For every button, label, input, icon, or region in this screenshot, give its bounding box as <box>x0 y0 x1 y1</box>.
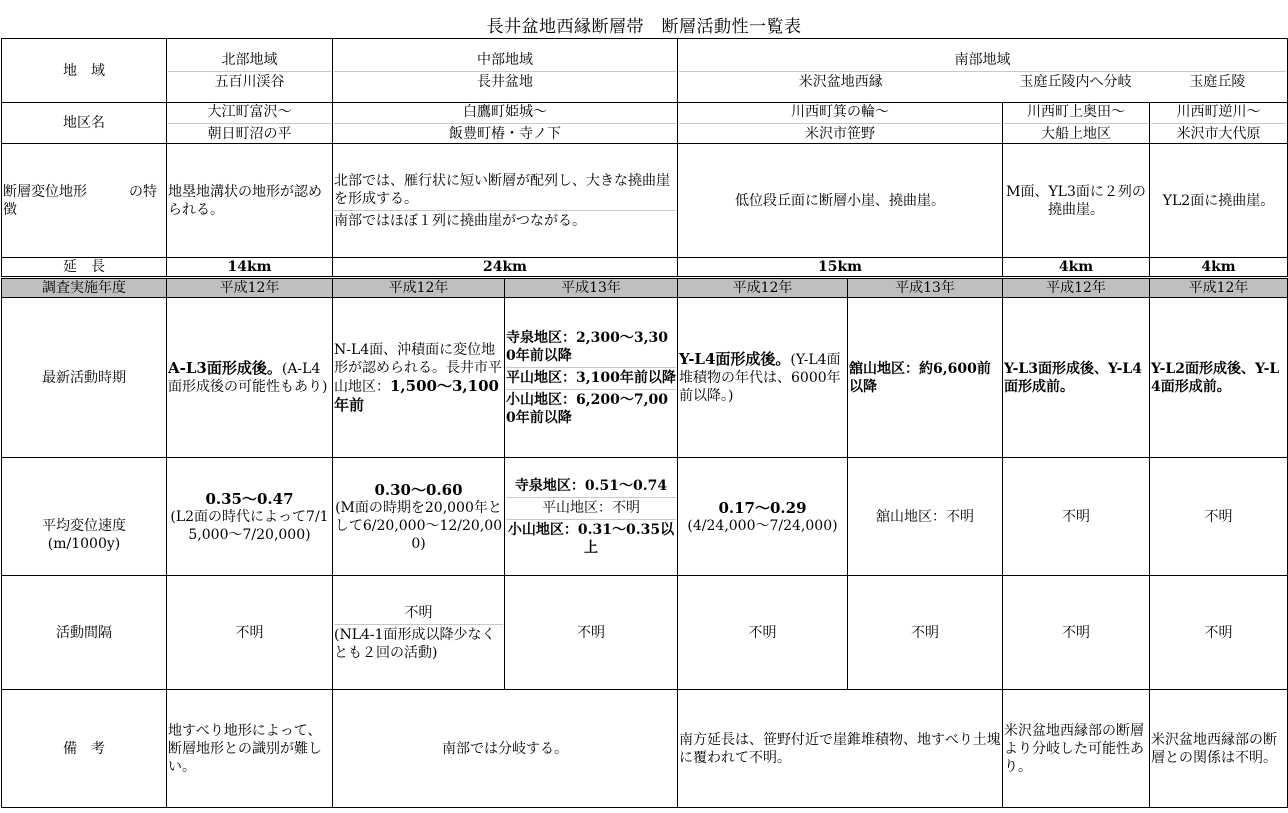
feature-row <box>2 144 1288 258</box>
region-north-sub: 五百川渓谷 <box>168 71 331 91</box>
region-south-subs <box>679 71 1286 91</box>
feature-central-1: 北部では、雁行状に短い断層が配列し、大きな撓曲崖を形成する。 <box>334 172 670 207</box>
region-central-name: 中部地域 <box>477 51 533 68</box>
district-south-a-l2: 米沢市笹野 <box>679 123 1001 143</box>
length-north: 14km <box>167 258 333 278</box>
district-central-l2: 飯豊町椿・寺ノ下 <box>334 123 676 143</box>
district-central <box>333 103 678 144</box>
district-south-c <box>1150 103 1288 144</box>
region-south-name: 南部地域 <box>954 51 1011 68</box>
survey-row <box>2 278 1288 298</box>
district-south-a-l1: 川西町箕の輪～ <box>791 104 889 120</box>
interval-central-1-note: (NL4-1面形成以降少なくとも２回の活動) <box>334 624 503 662</box>
rate-central-2-c: 小山地区：0.31～0.35以上 <box>506 519 676 557</box>
region-row <box>2 39 1288 103</box>
latest-south-a2: 舘山地区：約6,600前以降 <box>848 298 1003 458</box>
interval-north: 不明 <box>167 576 333 690</box>
rate-north <box>167 458 333 576</box>
region-north-name: 北部地域 <box>221 51 278 68</box>
interval-central-1 <box>333 576 505 690</box>
feature-south-a: 低位段丘面に断層小崖、撓曲崖。 <box>678 144 1003 258</box>
feature-south-c: YL2面に撓曲崖。 <box>1150 144 1288 258</box>
region-south-sub-c: 玉庭丘陵 <box>1189 73 1246 90</box>
survey-south-a1: 平成12年 <box>678 278 848 298</box>
district-north-l1: 大江町富沢～ <box>207 104 292 120</box>
district-south-c-l2: 米沢市大代原 <box>1151 123 1286 143</box>
district-south-b-l1: 川西町上奥田～ <box>1027 104 1125 120</box>
rate-central-1-note: (M面の時期を20,000年として6/20,000～12/20,000) <box>334 499 503 552</box>
district-label: 地区名 <box>2 103 167 144</box>
interval-row <box>2 576 1288 690</box>
latest-south-b: Y-L3面形成後、Y-L4面形成前。 <box>1003 298 1150 458</box>
interval-south-b: 不明 <box>1003 576 1150 690</box>
notes-row <box>2 690 1288 808</box>
latest-north-note: (A-L4面形成後の可能性もあり) <box>168 361 328 395</box>
latest-south-a1 <box>678 298 848 458</box>
interval-south-a2: 不明 <box>848 576 1003 690</box>
feature-central-2: 南部ではほぼ１列に撓曲崖がつながる。 <box>334 210 676 230</box>
latest-south-a1-bold: Y-L4面形成後。 <box>679 350 791 368</box>
rate-central-2 <box>505 458 678 576</box>
rate-label: 平均変位速度 <box>42 517 126 534</box>
district-south-c-l1: 川西町逆川～ <box>1176 104 1261 120</box>
latest-central-2 <box>505 298 678 458</box>
notes-central: 南部では分岐する。 <box>333 690 678 808</box>
survey-label: 調査実施年度 <box>2 278 167 298</box>
feature-central <box>333 144 678 258</box>
feature-north: 地塁地溝状の地形が認められる。 <box>167 144 333 258</box>
latest-north-bold: A-L3面形成後。 <box>168 359 282 377</box>
rate-south-a1 <box>678 458 848 576</box>
latest-central-1-bold: 1,500～3,100年前 <box>334 376 499 414</box>
notes-label: 備 考 <box>2 690 167 808</box>
rate-central-1 <box>333 458 505 576</box>
latest-row <box>2 298 1288 458</box>
district-row <box>2 103 1288 144</box>
rate-label-cell <box>2 458 167 576</box>
rate-central-2-b: 平山地区：不明 <box>506 497 676 517</box>
feature-label: 断層変位地形 の特徴 <box>2 144 167 258</box>
length-central: 24km <box>333 258 678 278</box>
fault-activity-table <box>1 38 1288 808</box>
region-label: 地 域 <box>2 39 167 103</box>
district-central-l1: 白鷹町姫城～ <box>463 104 547 120</box>
latest-north <box>167 298 333 458</box>
length-label: 延 長 <box>2 258 167 278</box>
latest-south-c: Y-L2面形成後、Y-L4面形成前。 <box>1150 298 1288 458</box>
notes-south-b: 米沢盆地西縁部の断層より分岐した可能性あり。 <box>1003 690 1150 808</box>
region-south-sub-a: 米沢盆地西縁 <box>798 73 883 90</box>
rate-south-a1-value: 0.17～0.29 <box>718 498 807 517</box>
interval-south-a1: 不明 <box>678 576 848 690</box>
rate-south-b: 不明 <box>1003 458 1150 576</box>
latest-central-1-note: N-L4面、沖積面に変位地形が認められる。長井市平山地区： <box>334 341 502 395</box>
interval-central-1-value: 不明 <box>404 604 433 621</box>
rate-south-a2: 舘山地区：不明 <box>848 458 1003 576</box>
rate-central-2-a: 寺泉地区：0.51～0.74 <box>514 477 668 494</box>
survey-south-c: 平成12年 <box>1150 278 1288 298</box>
latest-south-a1-note: (Y-L4面堆積物の年代は、6000年前以降。) <box>679 352 841 404</box>
length-south-a: 15km <box>678 258 1003 278</box>
latest-central-2-b: 平山地区：3,100年前以降 <box>506 367 676 387</box>
survey-central-1: 平成12年 <box>333 278 505 298</box>
rate-row <box>2 458 1288 576</box>
rate-unit: (m/1000y) <box>47 535 121 552</box>
notes-south-a: 南方延長は、笹野付近で崖錐堆積物、地すべり土塊に覆われて不明。 <box>678 690 1003 808</box>
length-row <box>2 258 1288 278</box>
table-title: 長井盆地西縁断層帯 断層活動性一覧表 <box>486 17 802 37</box>
survey-central-2: 平成13年 <box>505 278 678 298</box>
region-central <box>333 39 678 103</box>
length-south-b: 4km <box>1003 258 1150 278</box>
latest-central-2-c: 小山地区：6,200～7,000年前以降 <box>506 389 676 427</box>
district-north <box>167 103 333 144</box>
rate-north-value: 0.35～0.47 <box>205 489 294 508</box>
survey-south-a2: 平成13年 <box>848 278 1003 298</box>
district-south-b <box>1003 103 1150 144</box>
latest-central-1 <box>333 298 505 458</box>
region-south-sub-b: 玉庭丘陵内へ分岐 <box>1019 73 1132 90</box>
survey-south-b: 平成12年 <box>1003 278 1150 298</box>
rate-central-1-value: 0.30～0.60 <box>374 480 463 499</box>
rate-north-note: (L2面の時代によって7/15,000～7/20,000) <box>170 508 329 543</box>
length-south-c: 4km <box>1150 258 1288 278</box>
district-north-l2: 朝日町沼の平 <box>168 123 331 143</box>
notes-north: 地すべり地形によって、断層地形との識別が難しい。 <box>167 690 333 808</box>
district-south-b-l2: 大船上地区 <box>1004 123 1148 143</box>
interval-central-2: 不明 <box>505 576 678 690</box>
survey-north: 平成12年 <box>167 278 333 298</box>
interval-label: 活動間隔 <box>2 576 167 690</box>
feature-south-b: M面、YL3面に２列の撓曲崖。 <box>1003 144 1150 258</box>
interval-south-c: 不明 <box>1150 576 1288 690</box>
latest-label: 最新活動時期 <box>2 298 167 458</box>
rate-south-a1-note: (4/24,000～7/24,000) <box>687 517 838 534</box>
latest-central-2-a: 寺泉地区：2,300～3,300年前以降 <box>506 329 668 364</box>
region-north <box>167 39 333 103</box>
notes-south-c: 米沢盆地西縁部の断層との関係は不明。 <box>1150 690 1288 808</box>
district-south-a <box>678 103 1003 144</box>
rate-south-c: 不明 <box>1150 458 1288 576</box>
region-central-sub: 長井盆地 <box>334 71 676 91</box>
region-south <box>678 39 1288 103</box>
